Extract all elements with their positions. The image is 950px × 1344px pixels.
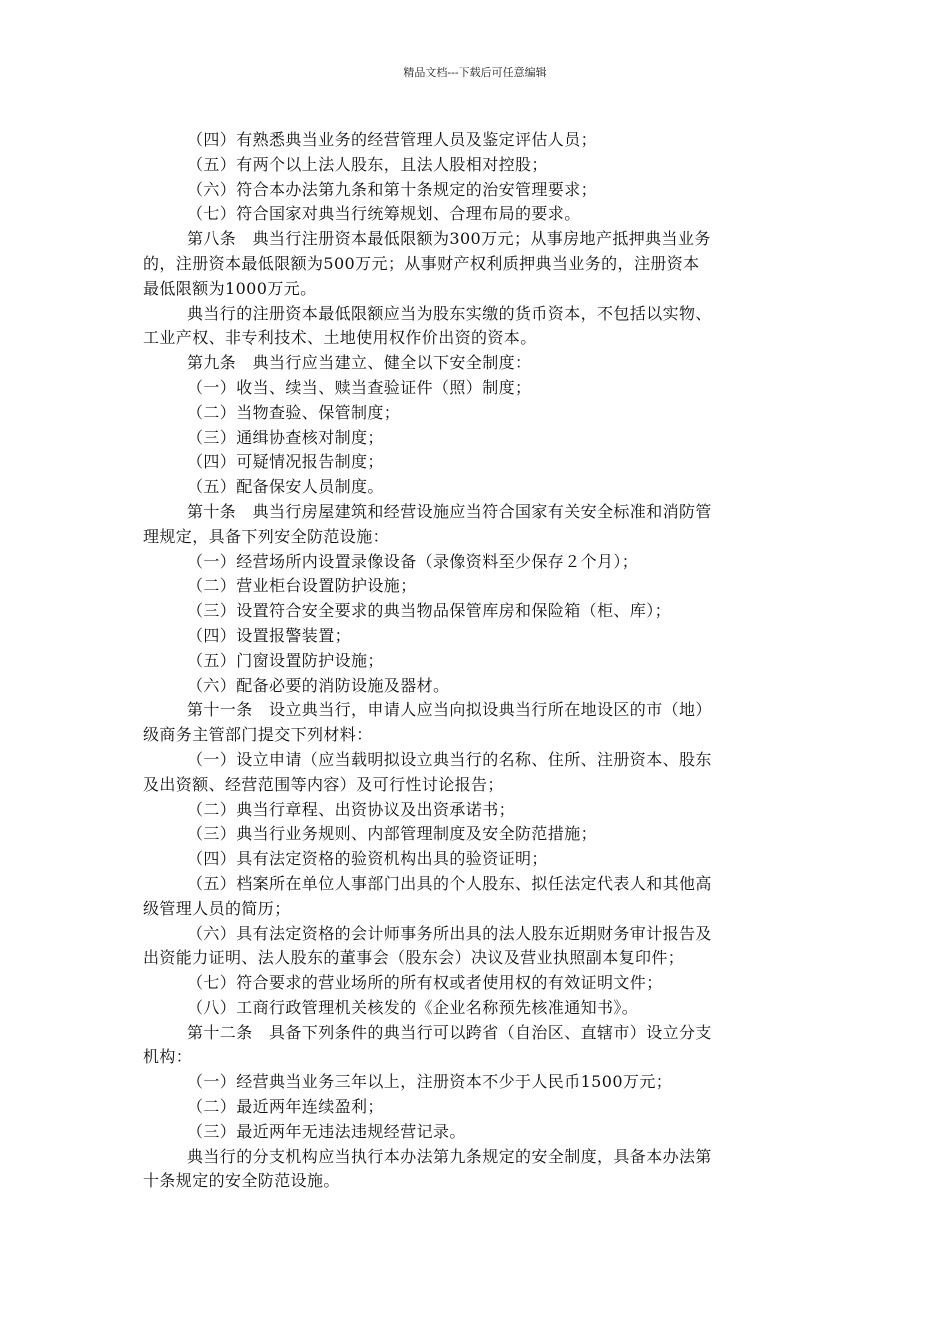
document-body <box>143 128 803 1194</box>
text-line: 理规定，具备下列安全防范设施： <box>143 526 390 546</box>
text-line: 级商务主管部门提交下列材料： <box>143 725 373 745</box>
text-line: （四）设置报警装置； <box>187 625 352 645</box>
text-line: 最低限额为1000万元。 <box>143 278 317 298</box>
text-line: （二）最近两年连续盈利； <box>187 1097 384 1117</box>
text-line: （六）符合本办法第九条和第十条规定的治安管理要求； <box>187 179 598 199</box>
text-line: 的，注册资本最低限额为500万元；从事财产权利质押典当业务的，注册资本 <box>143 253 700 273</box>
text-line: （三）最近两年无违法违规经营记录。 <box>187 1121 466 1141</box>
text-line: 第九条 典当行应当建立、健全以下安全制度： <box>187 353 532 373</box>
text-line: （六）配备必要的消防设施及器材。 <box>187 675 450 695</box>
text-line: （二）当物查验、保管制度； <box>187 402 401 422</box>
text-line: 第十二条 具备下列条件的典当行可以跨省（自治区、直辖市）设立分支 <box>187 1022 712 1042</box>
text-line: （二）营业柜台设置防护设施； <box>187 576 417 596</box>
text-line: （一）经营场所内设置录像设备（录像资料至少保存２个月）； <box>187 551 639 571</box>
text-line: 工业产权、非专利技术、土地使用权作价出资的资本。 <box>143 328 537 348</box>
text-line: （三）设置符合安全要求的典当物品保管库房和保险箱（柜、库）； <box>187 601 672 621</box>
text-line: （三）通缉协查核对制度； <box>187 427 384 447</box>
text-line: （五）门窗设置防护设施； <box>187 650 384 670</box>
text-line: （四）具有法定资格的验资机构出具的验资证明； <box>187 849 548 869</box>
text-line: 及出资额、经营范围等内容）及可行性讨论报告； <box>143 774 504 794</box>
text-line: （一）收当、续当、赎当查验证件（照）制度； <box>187 377 532 397</box>
text-line: 典当行的分支机构应当执行本办法第九条规定的安全制度，具备本办法第 <box>187 1146 712 1166</box>
text-line: 机构： <box>143 1047 193 1067</box>
text-line: 级管理人员的简历； <box>143 898 291 918</box>
text-line: 出资能力证明、法人股东的董事会（股东会）决议及营业执照副本复印件； <box>143 948 685 968</box>
text-line: （一）设立申请（应当载明拟设立典当行的名称、住所、注册资本、股东 <box>187 749 712 769</box>
text-line: （五）有两个以上法人股东，且法人股相对控股； <box>187 154 548 174</box>
text-line: 典当行的注册资本最低限额应当为股东实缴的货币资本，不包括以实物、 <box>187 303 712 323</box>
text-line: （八）工商行政管理机关核发的《企业名称预先核准通知书》。 <box>187 997 639 1017</box>
text-line: （五）配备保安人员制度。 <box>187 477 384 497</box>
text-line: （七）符合国家对典当行统筹规划、合理布局的要求。 <box>187 204 581 224</box>
text-line: （三）典当行业务规则、内部管理制度及安全防范措施； <box>187 824 598 844</box>
text-line: （七）符合要求的营业场所的所有权或者使用权的有效证明文件； <box>187 973 663 993</box>
page-header: 精品文档---下载后可任意编辑 <box>403 66 547 79</box>
text-line: 十条规定的安全防范设施。 <box>143 1171 340 1191</box>
text-line: （二）典当行章程、出资协议及出资承诺书； <box>187 799 516 819</box>
text-line: 第十条 典当行房屋建筑和经营设施应当符合国家有关安全标准和消防管 <box>187 501 712 521</box>
text-line: 第八条 典当行注册资本最低限额为300万元；从事房地产抵押典当业务 <box>187 229 711 249</box>
text-line: （四）有熟悉典当业务的经营管理人员及鉴定评估人员； <box>187 130 598 149</box>
text-line: （四）可疑情况报告制度； <box>187 452 384 472</box>
text-line: （一）经营典当业务三年以上，注册资本不少于人民币1500万元； <box>187 1072 673 1092</box>
text-line: 第十一条 设立典当行，申请人应当向拟设典当行所在地设区的市（地） <box>187 700 712 720</box>
text-line: （六）具有法定资格的会计师事务所出具的法人股东近期财务审计报告及 <box>187 923 712 943</box>
text-line: （五）档案所在单位人事部门出具的个人股东、拟任法定代表人和其他高 <box>187 873 712 893</box>
